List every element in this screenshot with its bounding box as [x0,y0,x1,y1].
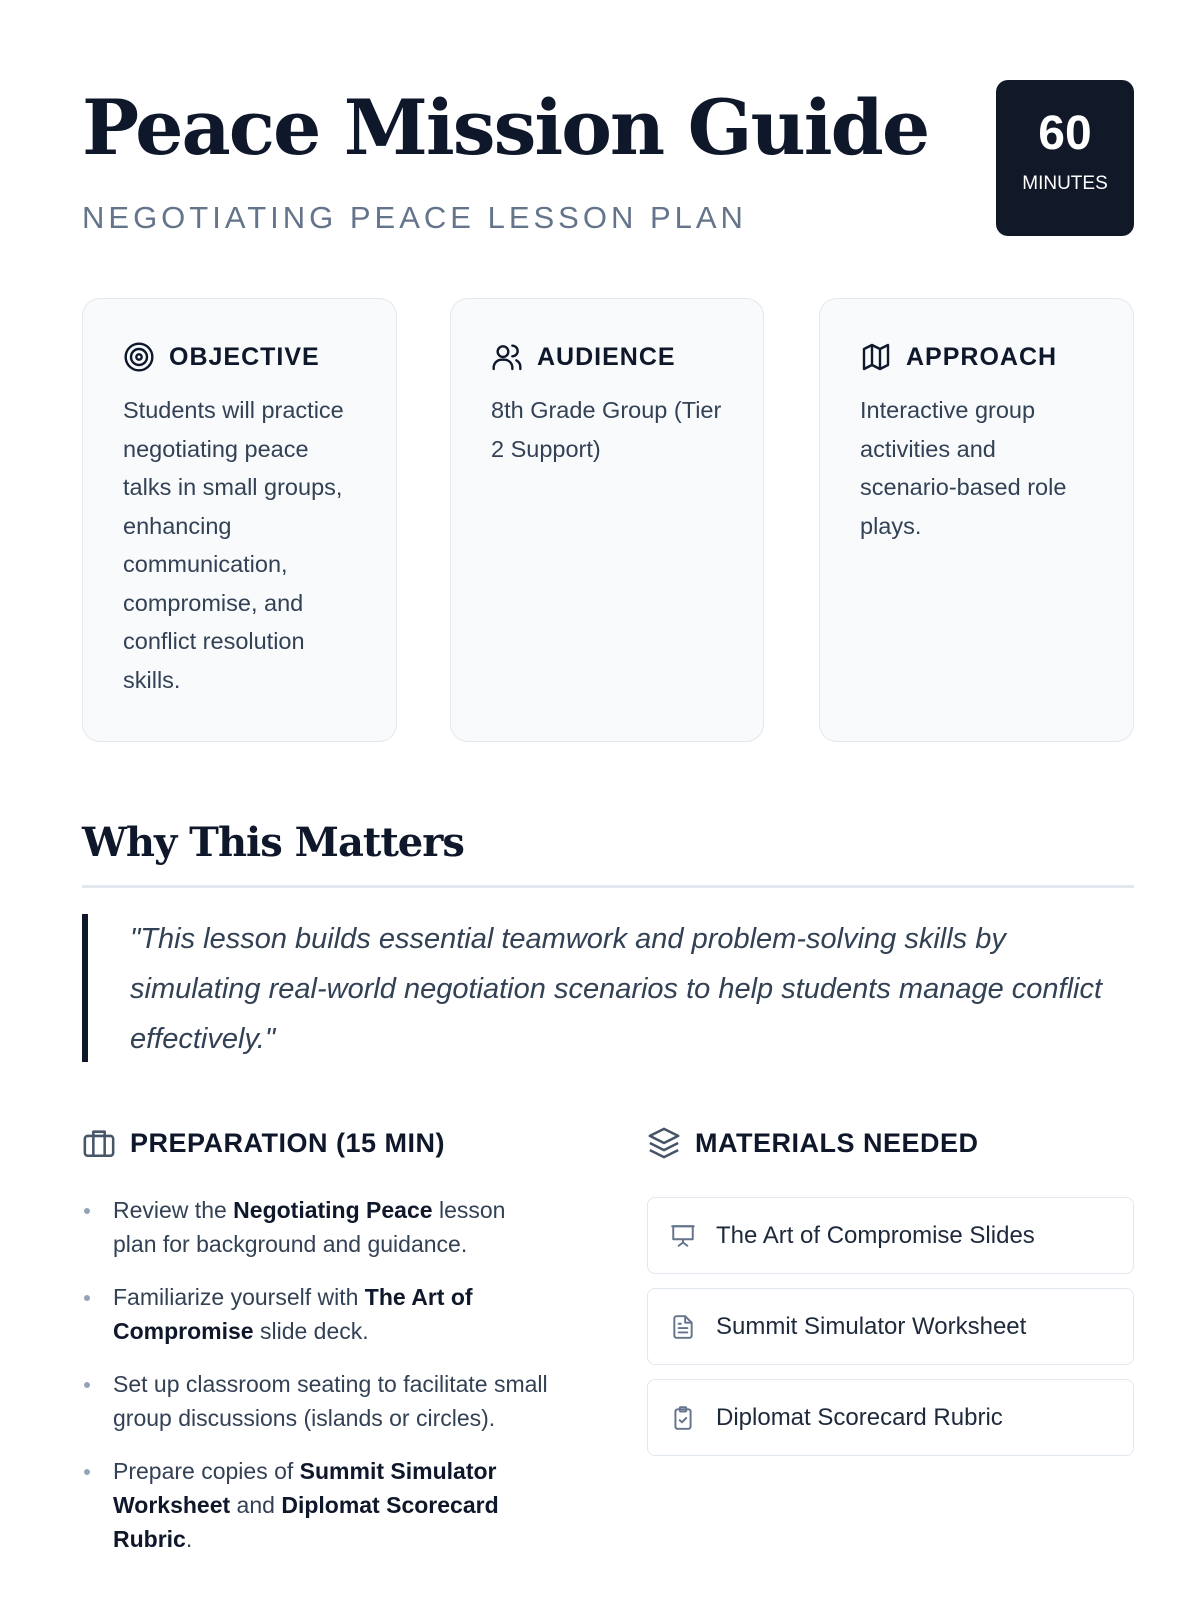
approach-title: APPROACH [906,342,1058,371]
item-text: lesson plan for background and guidance. [113,1197,506,1257]
list-item [82,1454,552,1556]
approach-card-header [860,339,1093,375]
item-text: Review the [113,1197,234,1223]
preparation-header [82,1125,552,1161]
why-title: Why This Matters [82,819,464,866]
item-text: and [230,1492,282,1518]
item-text: Prepare copies of [113,1458,300,1484]
material-item-worksheet[interactable] [647,1288,1134,1365]
why-quote: "This lesson builds essential teamwork and problem-solving skills by simulating real-world negotiation scenarios to help students manage conflict effectively." [82,914,1134,1062]
approach-text: Interactive group activities and scenario-based role plays. [860,397,1067,539]
material-label: Diplomat Scorecard Rubric [716,1403,1003,1431]
material-label: Summit Simulator Worksheet [716,1312,1027,1340]
header [82,80,1134,240]
lesson-plan-page [82,80,1134,1552]
info-cards [82,298,1134,742]
section-divider [82,885,1134,888]
materials-section [647,1125,1134,1470]
list-item [82,1193,552,1261]
material-label: The Art of Compromise Slides [716,1221,1035,1249]
duration-value: 60 [1038,107,1092,160]
preparation-title: PREPARATION (15 MIN) [130,1127,446,1158]
item-emphasis: Summit Simulator Worksheet [113,1458,497,1518]
list-item [82,1367,552,1435]
target-icon [123,341,155,373]
objective-title: OBJECTIVE [169,342,320,371]
audience-card-header [491,339,723,375]
material-item-rubric[interactable] [647,1379,1134,1456]
materials-list [647,1197,1134,1456]
audience-title: AUDIENCE [537,342,676,371]
item-emphasis: Diplomat Scorecard Rubric [113,1492,499,1552]
page-subtitle: NEGOTIATING PEACE LESSON PLAN [82,200,747,235]
item-text: Familiarize yourself with [113,1284,365,1310]
document-icon [670,1314,696,1340]
map-icon [860,341,892,373]
material-item-slides[interactable] [647,1197,1134,1274]
users-icon [491,341,523,373]
objective-text: Students will practice negotiating peace talks in small groups, enhancing communication, compromise, and conflict resolution skills. [123,397,344,693]
layers-icon [647,1126,681,1160]
briefcase-icon [82,1126,116,1160]
item-emphasis: The Art of Compromise [113,1284,473,1344]
clipboard-check-icon [670,1405,696,1431]
item-emphasis: Negotiating Peace [233,1197,433,1223]
approach-card [819,298,1134,742]
objective-card-header [123,339,356,375]
duration-unit: MINUTES [1022,173,1108,194]
audience-card [450,298,764,742]
materials-title: MATERIALS NEEDED [695,1127,979,1158]
materials-header [647,1125,1134,1161]
duration-badge [996,80,1134,236]
presentation-icon [670,1223,696,1249]
page-title: Peace Mission Guide [82,83,929,172]
item-text: . [185,1526,193,1552]
item-text: Set up classroom seating to facilitate small group discussions (islands or circles). [113,1371,548,1431]
list-item [82,1280,552,1348]
preparation-list [82,1193,552,1556]
preparation-section [82,1125,552,1575]
audience-text: 8th Grade Group (Tier 2 Support) [491,397,722,462]
objective-card [82,298,397,742]
why-section [82,815,1134,1062]
item-text: slide deck. [253,1318,369,1344]
